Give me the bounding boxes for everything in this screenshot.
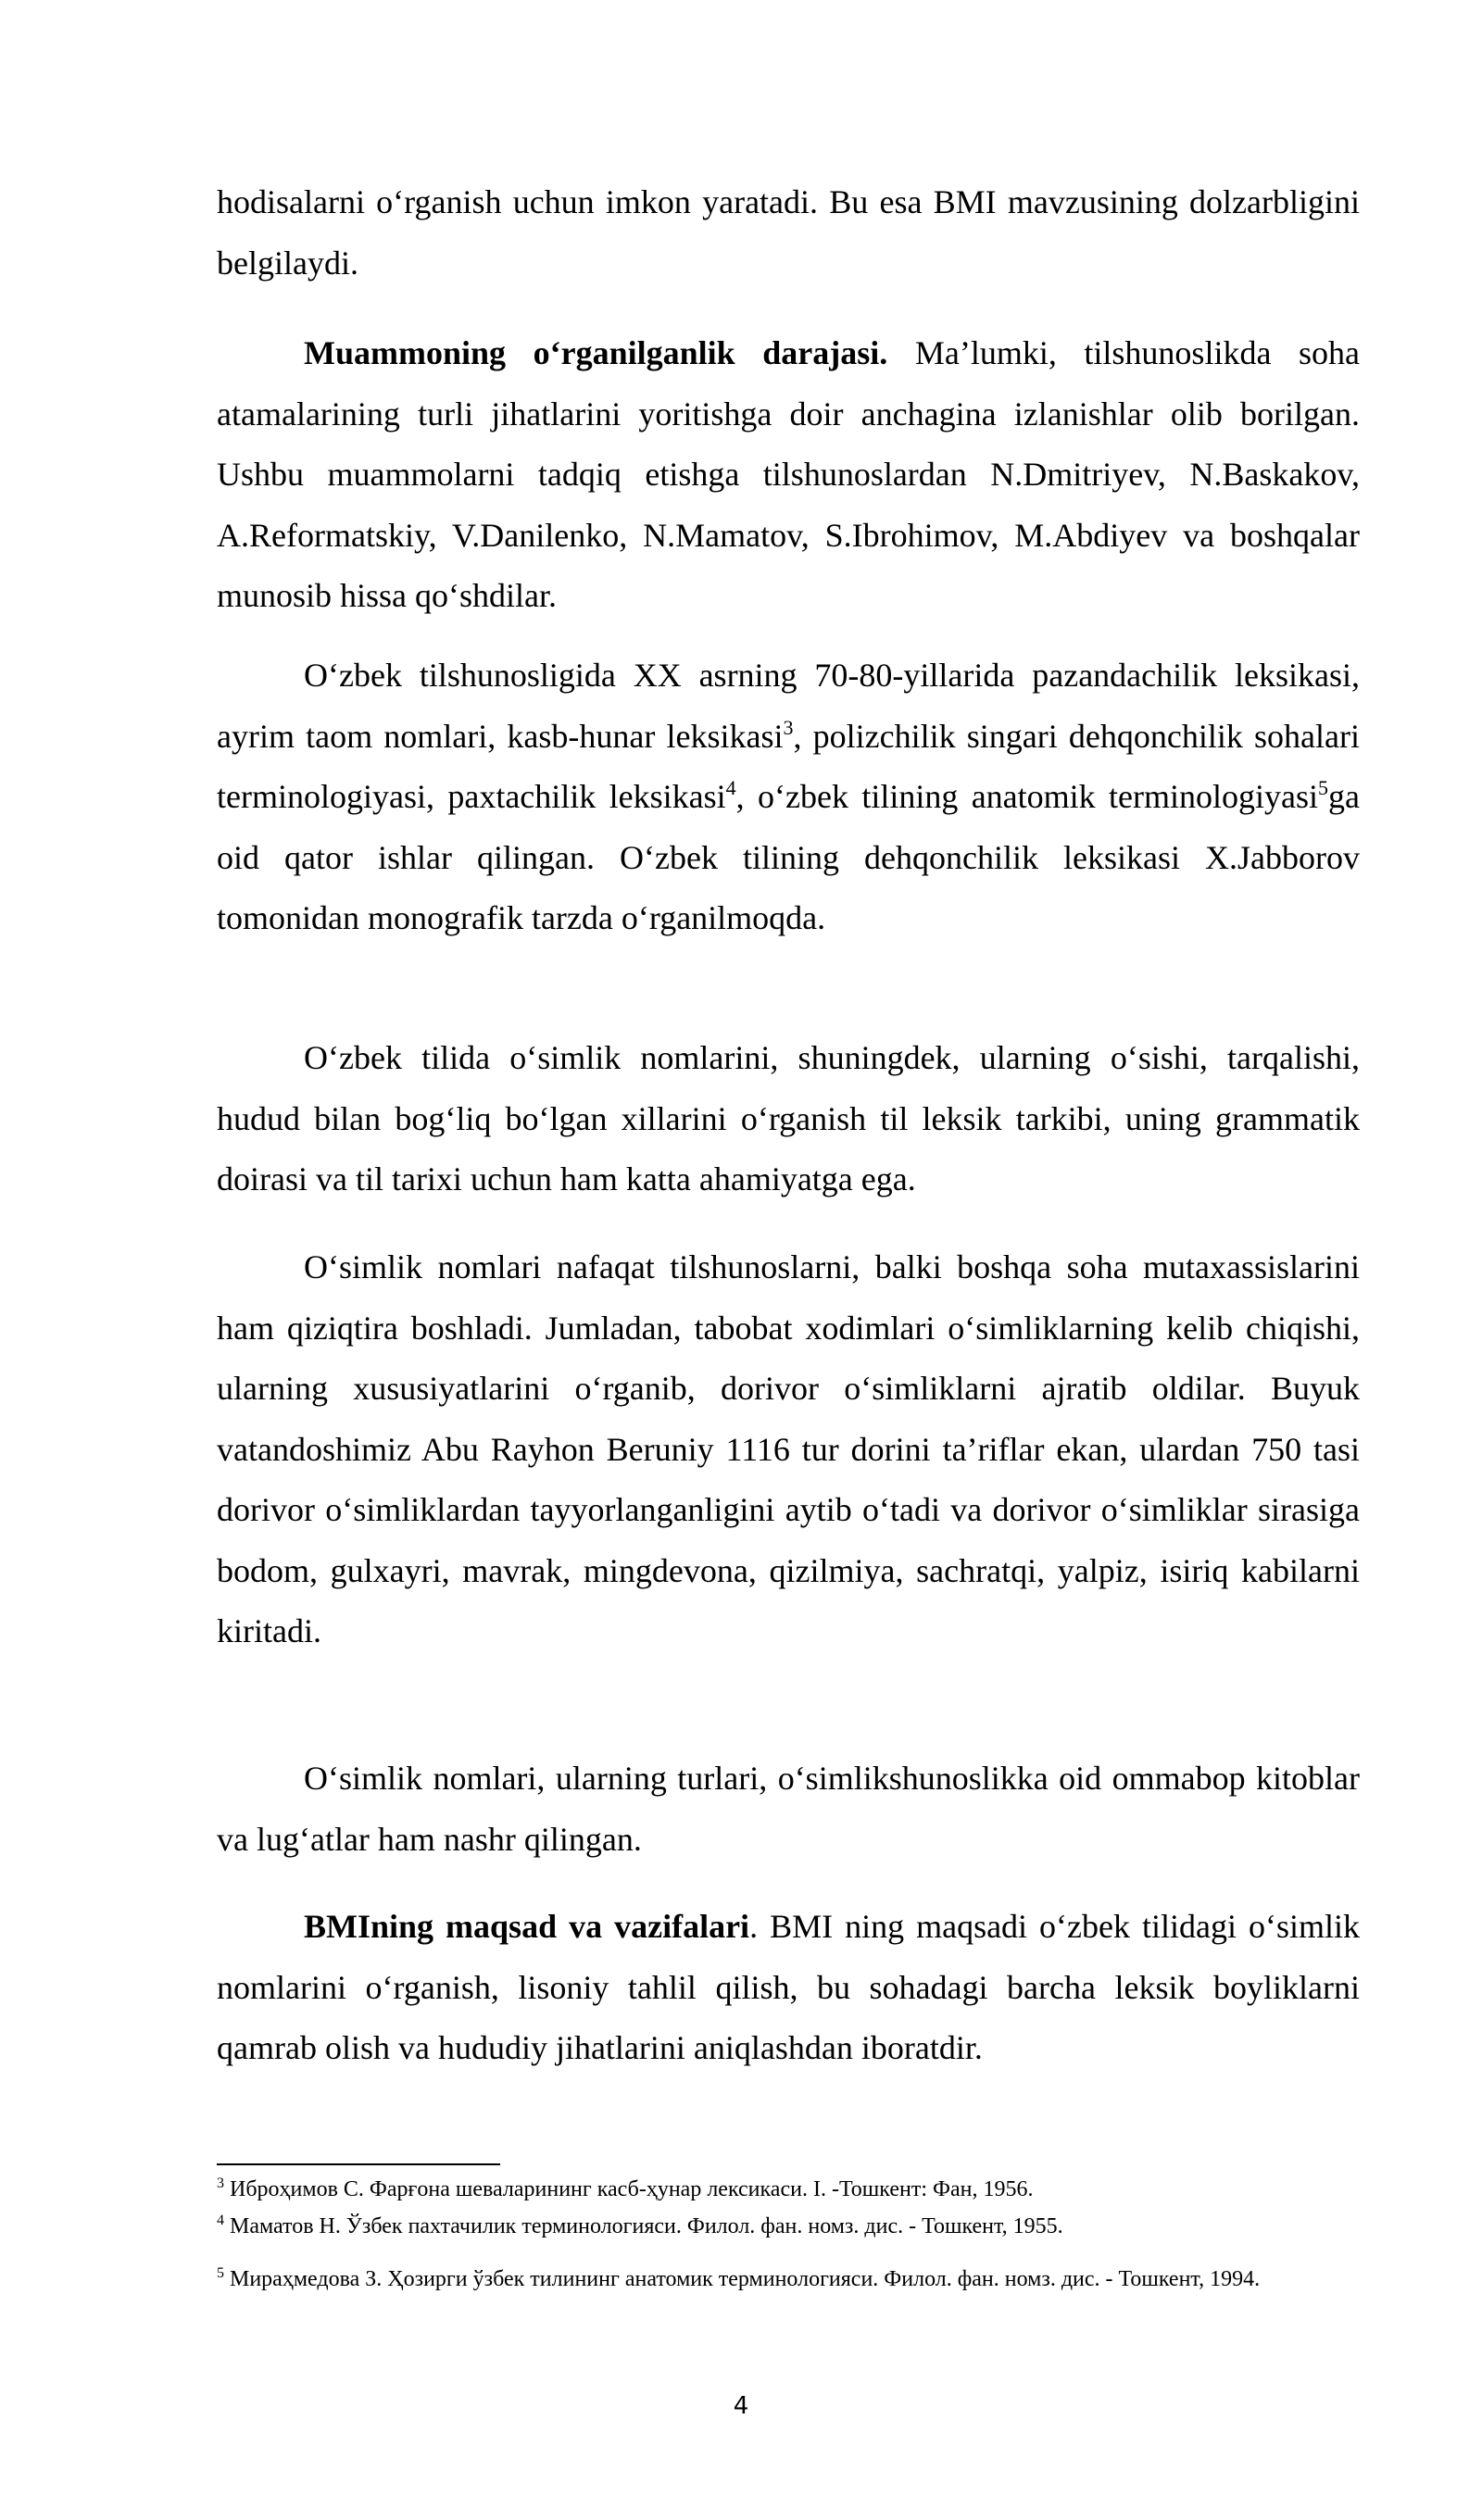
footnote-ref-5[interactable]: 5 [1318,776,1329,799]
paragraph-medicine: Oʻsimlik nomlari nafaqat tilshunoslarni, balki boshqa soha mutaxassislarini ham qiziqtira boshladi. Jumladan, tabobat xodimlari oʻsimliklarning kelib chiqishi, ularning xususiyatlarini oʻrganib, dorivor oʻsimliklarni ajratib oldilar. Buyuk vatandoshimiz Abu Rayhon Beruniy 1116 tur dorini ta’riflar ekan, ulardan 750 tasi dorivor oʻsimliklardan tayyorlanganligini aytib oʻtadi va dorivor oʻsimliklar sirasiga bodom, gulxayri, mavrak, mingdevona, qizilmiya, sachratqi, yalpiz, isiriq kabilarni kiritadi. [217,1248,1360,1649]
paragraph-research-degree [217,323,1360,627]
paragraph-text: , polizchilik singari dehqonchilik sohalari terminologiyasi, paxtachilik leksikasi [217,717,1360,815]
footnote-number: 5 [217,2265,224,2281]
paragraph-plant-names: Oʻzbek tilida oʻsimlik nomlarini, shuningdek, ularning oʻsishi, tarqalishi, hudud bilan bogʻliq boʻlgan xillarini oʻrganish til leksik tarkibi, uning grammatik doirasi va til tarixi uchun ham katta ahamiyatga ega. [217,1039,1360,1197]
footnote-separator [217,2163,500,2165]
paragraph-intro-continuation: hodisalarni oʻrganish uchun imkon yaratadi. Bu esa BMI mavzusining dolzarbligini belgilaydi. [217,183,1360,282]
paragraph-text: Oʻzbek tilshunosligida XX asrning 70-80-yillarida pazandachilik leksikasi, ayrim taom nomlari, kasb-hunar leksikasi [217,657,1360,755]
footnote-text: Мираҳмедова З. Ҳозирги ўзбек тилининг анатомик терминологияси. Филол. фан. номз. дис. - Тошкент, 1994. [224,2267,1261,2291]
paragraph-text: , oʻzbek tilining anatomik terminologiyasi [735,778,1319,815]
paragraph-publications: Oʻsimlik nomlari, ularning turlari, oʻsimlikshunoslikka oid ommabop kitoblar va lugʻatlar ham nashr qilingan. [217,1760,1360,1858]
footnote-text: Маматов Н. Ўзбек пахтачилик терминологияси. Филол. фан. номз. дис. - Тошкент, 1955. [224,2214,1063,2238]
page-number: 4 [733,2392,749,2420]
paragraph-text: ga oid qator ishlar qilingan. Oʻzbek tilining dehqonchilik leksikasi X.Jabborov tomonidan monografik tarzda oʻrganilmoqda. [217,778,1360,936]
paragraph-uzbek-linguistics [217,646,1360,949]
paragraph-goals [217,1897,1360,2079]
footnote-number: 3 [217,2175,224,2191]
footnote-5 [217,2261,1360,2298]
footnote-ref-4[interactable]: 4 [725,776,736,799]
footnote-3 [217,2171,1360,2208]
footnote-number: 4 [217,2213,224,2228]
footnote-text: Иброҳимов С. Фарғона шеваларининг касб-ҳунар лексикаси. I. -Тошкент: Фан, 1956. [224,2177,1034,2201]
heading-goals: BMIning maqsad va vazifalari [304,1908,750,1945]
heading-research-degree: Muammoning oʻrganilganlik darajasi. [304,334,888,371]
paragraph-text: . BMI ning maqsadi oʻzbek tilidagi oʻsimlik nomlarini oʻrganish, lisoniy tahlil qilish, bu sohadagi barcha leksik boyliklarni qamrab olish va hududiy jihatlarini aniqlashdan iboratdir. [217,1908,1361,2066]
paragraph-text: Ma’lumki, tilshunoslikda soha atamalarining turli jihatlarini yoritishga doir anchagina izlanishlar olib borilgan. Ushbu muammolarni tadqiq etishga tilshunoslardan N.Dmitriyev, N.Baskakov, A.Reformatskiy, V.Danilenko, N.Mamatov, S.Ibrohimov, M.Abdiyev va boshqalar munosib hissa qoʻshdilar. [217,334,1361,614]
footnote-ref-3[interactable]: 3 [783,715,794,739]
footnote-4 [217,2208,1360,2245]
